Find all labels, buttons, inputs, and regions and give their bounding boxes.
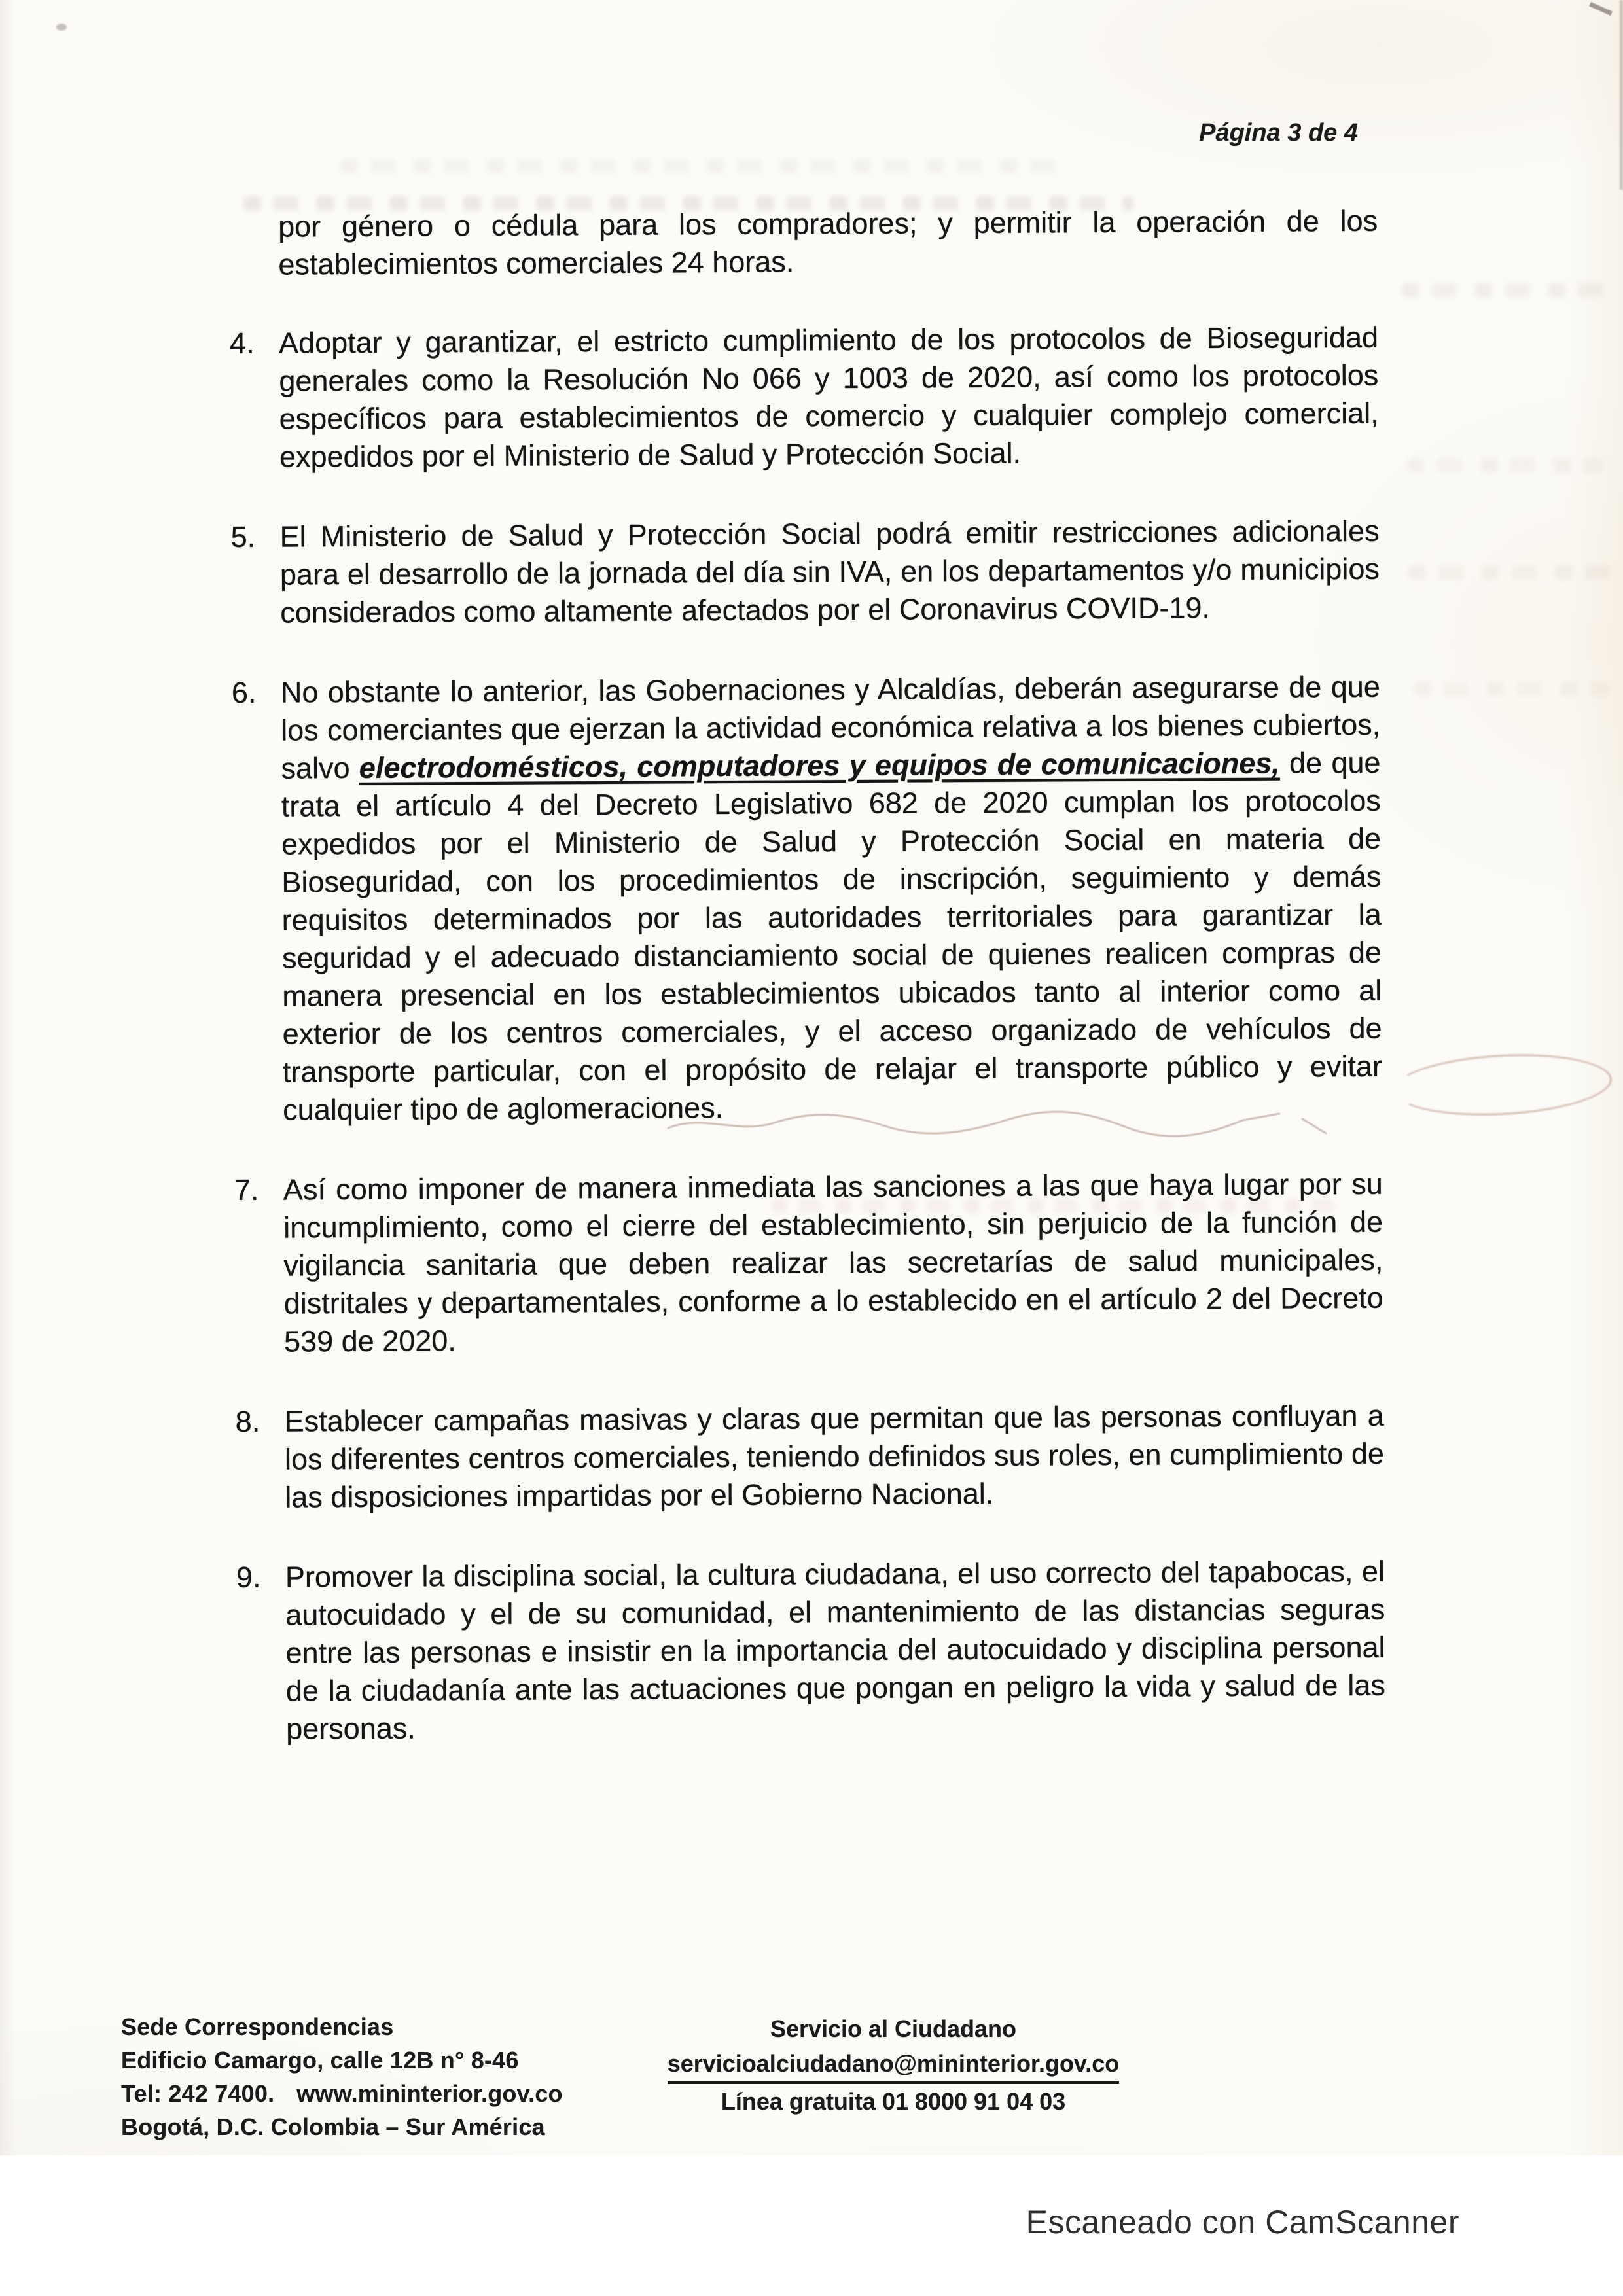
item-text: Así como imponer de manera inmediata las sanciones a las que haya lugar por su incumplimiento, como el cierre del establecimiento, sin perjuicio de la función de vigilancia sanitaria que deben realizar las secretarías de salud municipales, distritales y departamentales, conforme a lo establecido en el artículo 2 del Decreto 539 de 2020. — [283, 1167, 1383, 1358]
footer-office-title: Sede Correspondencias — [121, 2013, 394, 2040]
bleedthrough-smudge — [340, 159, 1060, 173]
item-number: 8. — [235, 1404, 260, 1438]
bleedthrough-smudge — [1414, 682, 1610, 696]
footer-website: www.mininterior.gov.co — [296, 2080, 563, 2107]
item-number: 4. — [229, 326, 255, 360]
item-number: 7. — [234, 1173, 259, 1207]
item-text: Promover la disciplina social, la cultura ciudadana, el uso correcto del tapabocas, el autocuidado y el de su comunidad, el mantenimiento de las distancias seguras entre las personas e insistir en la importancia del autocuidado y disciplina personal de la ciudadanía ante las actuaciones que pongan en peligro la vida y salud de las personas. — [285, 1554, 1385, 1746]
item-text-plain: de que trata el artículo 4 del Decreto Legislativo 682 de 2020 cumplan los protocolos expedidos por el Ministerio de Salud y Protección Social en materia de Bioseguridad, con los procedimientos de inscripción, seguimiento y demás requisitos determinados por las autoridades territoriales para garantizar la seguridad y el adecuado distanciamiento social de quienes realicen compras de manera presencial en los establecimientos ubicados tanto al interior como al exterior de los centros comerciales, y el acceso organizado de vehículos de transporte particular, con el propósito de relajar el transporte público y evitar cualquier tipo de aglomeraciones. — [281, 745, 1383, 1127]
footer-email-line — [625, 2046, 1162, 2084]
pencil-ellipse-mark — [1391, 1049, 1613, 1120]
footer-service-title: Servicio al Ciudadano — [770, 2015, 1017, 2042]
page-indicator: Página 3 de 4 — [1199, 119, 1358, 147]
bleedthrough-smudge — [1402, 283, 1611, 297]
intro-paragraph: por género o cédula para los compradores; y permitir la operación de los establecimientos comerciales 24 horas. — [278, 203, 1378, 281]
footer-phone: Tel: 242 7400. — [121, 2080, 275, 2107]
scan-corner-mark — [56, 24, 67, 31]
item-text: Establecer campañas masivas y claras que permitan que las personas confluyan a los diferentes centros comerciales, teniendo definidos sus roles, en cumplimiento de las disposiciones impartidas por el Gobierno Nacional. — [284, 1398, 1385, 1514]
item-number: 9. — [236, 1560, 261, 1594]
item-number: 6. — [231, 675, 257, 709]
bleedthrough-smudge — [1408, 565, 1611, 580]
footer-location: Bogotá, D.C. Colombia – Sur América — [121, 2113, 545, 2140]
list-item-9 — [236, 1553, 1385, 1748]
list-item-8 — [236, 1397, 1385, 1517]
item-number: 5. — [230, 520, 256, 554]
item-text: El Ministerio de Salud y Protección Social podrá emitir restricciones adicionales para el desarrollo de la jornada del día sin IVA, en los departamentos y/o municipios considerados como altamente afectados por el Coronavirus COVID-19. — [279, 514, 1380, 629]
item-text — [281, 670, 1382, 1127]
item-text: Adoptar y garantizar, el estricto cumplimiento de los protocolos de Bioseguridad generales como la Resolución No 066 y 1003 de 2020, así como los protocolos específicos para establecimientos de comercio y cualquier complejo comercial, expedidos por el Ministerio de Salud y Protección Social. — [278, 320, 1379, 474]
footer-email: servicioalciudadano@mininterior.gov.co — [668, 2046, 1120, 2084]
numbered-list — [230, 319, 1385, 1748]
footer-correspondence-block — [121, 2010, 563, 2144]
footer-gratis-line: Línea gratuita 01 8000 91 04 03 — [721, 2088, 1066, 2115]
scan-edge-artifact — [1620, 0, 1623, 190]
list-item-5 — [230, 512, 1380, 632]
list-item-4 — [230, 319, 1379, 476]
scanner-watermark-text: Escaneado con CamScanner — [1026, 2204, 1459, 2240]
footer-citizen-service-block — [625, 2011, 1162, 2119]
list-item-6 — [232, 668, 1383, 1129]
list-item-7 — [234, 1165, 1383, 1361]
bleedthrough-smudge — [1407, 458, 1603, 472]
document-body — [229, 202, 1386, 1790]
footer-phone-line — [121, 2077, 563, 2110]
item-text-emphasis: electrodomésticos, computadores y equipos de comunicaciones, — [359, 746, 1280, 785]
item-text-plain: No obstante lo anterior, las Gobernaciones y Alcaldías, deberán asegurarse de que los comerciantes que ejerzan la actividad económica relativa a los bienes cubiertos, salvo — [280, 669, 1381, 785]
footer-address: Edificio Camargo, calle 12B n° 8-46 — [121, 2047, 519, 2074]
scan-corner-artifact — [1589, 2, 1613, 16]
